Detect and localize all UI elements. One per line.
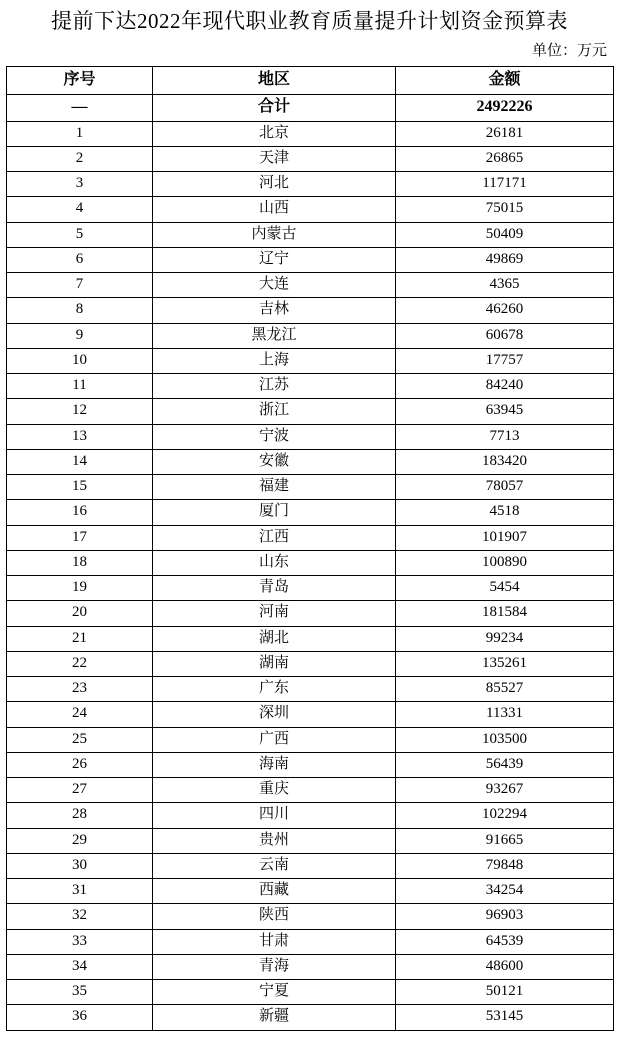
- table-row: [7, 651, 614, 676]
- cell-no: 26: [7, 752, 153, 777]
- column-header-amount: 金额: [396, 66, 614, 94]
- table-row: [7, 702, 614, 727]
- table-row: [7, 929, 614, 954]
- table-row: [7, 222, 614, 247]
- cell-amount: 11331: [396, 702, 614, 727]
- cell-amount: 117171: [396, 172, 614, 197]
- table-row: [7, 247, 614, 272]
- cell-no: 36: [7, 1005, 153, 1030]
- table-row: [7, 904, 614, 929]
- table-row: [7, 449, 614, 474]
- cell-region: 吉林: [153, 298, 396, 323]
- cell-no: 32: [7, 904, 153, 929]
- table-row: [7, 348, 614, 373]
- cell-amount: 96903: [396, 904, 614, 929]
- cell-region: 北京: [153, 121, 396, 146]
- table-row: [7, 550, 614, 575]
- table-row: [7, 399, 614, 424]
- cell-amount: 48600: [396, 954, 614, 979]
- cell-amount: 60678: [396, 323, 614, 348]
- cell-amount: 5454: [396, 576, 614, 601]
- cell-amount: 85527: [396, 677, 614, 702]
- cell-amount: 79848: [396, 853, 614, 878]
- cell-no: 6: [7, 247, 153, 272]
- table-row: [7, 752, 614, 777]
- cell-no: 34: [7, 954, 153, 979]
- table-row: [7, 1005, 614, 1030]
- cell-no: 18: [7, 550, 153, 575]
- cell-region: 合计: [153, 95, 396, 121]
- cell-no: 11: [7, 374, 153, 399]
- cell-region: 江苏: [153, 374, 396, 399]
- table-header-row: [7, 66, 614, 94]
- unit-note: 单位：万元: [531, 43, 607, 60]
- table-row: [7, 424, 614, 449]
- cell-no: 2: [7, 146, 153, 171]
- table-row: [7, 954, 614, 979]
- table-row: [7, 778, 614, 803]
- cell-region: 重庆: [153, 778, 396, 803]
- cell-region: 河南: [153, 601, 396, 626]
- table-row: [7, 475, 614, 500]
- table-row: [7, 121, 614, 146]
- column-header-no: 序号: [7, 66, 153, 94]
- cell-amount: 78057: [396, 475, 614, 500]
- cell-region: 甘肃: [153, 929, 396, 954]
- cell-region: 大连: [153, 273, 396, 298]
- cell-no: 28: [7, 803, 153, 828]
- cell-region: 陕西: [153, 904, 396, 929]
- cell-amount: 26865: [396, 146, 614, 171]
- cell-region: 海南: [153, 752, 396, 777]
- cell-no: 30: [7, 853, 153, 878]
- table-row: [7, 879, 614, 904]
- cell-region: 湖北: [153, 626, 396, 651]
- cell-amount: 7713: [396, 424, 614, 449]
- cell-region: 黑龙江: [153, 323, 396, 348]
- cell-region: 青海: [153, 954, 396, 979]
- budget-table: [6, 66, 614, 1031]
- cell-amount: 91665: [396, 828, 614, 853]
- cell-region: 深圳: [153, 702, 396, 727]
- table-row: [7, 853, 614, 878]
- cell-region: 山西: [153, 197, 396, 222]
- cell-no: 29: [7, 828, 153, 853]
- table-row: [7, 172, 614, 197]
- table-row: [7, 323, 614, 348]
- cell-no: 5: [7, 222, 153, 247]
- cell-no: 35: [7, 980, 153, 1005]
- cell-no: 20: [7, 601, 153, 626]
- cell-region: 新疆: [153, 1005, 396, 1030]
- cell-amount: 53145: [396, 1005, 614, 1030]
- cell-region: 湖南: [153, 651, 396, 676]
- cell-no: 16: [7, 500, 153, 525]
- table-row: [7, 500, 614, 525]
- cell-no: 8: [7, 298, 153, 323]
- table-row: [7, 146, 614, 171]
- table-body: [7, 95, 614, 1030]
- cell-amount: 99234: [396, 626, 614, 651]
- cell-region: 广西: [153, 727, 396, 752]
- cell-region: 青岛: [153, 576, 396, 601]
- table-row: [7, 803, 614, 828]
- cell-region: 厦门: [153, 500, 396, 525]
- cell-amount: 46260: [396, 298, 614, 323]
- cell-region: 江西: [153, 525, 396, 550]
- cell-region: 宁波: [153, 424, 396, 449]
- cell-no: —: [7, 95, 153, 121]
- cell-amount: 4518: [396, 500, 614, 525]
- table-row: [7, 298, 614, 323]
- cell-region: 上海: [153, 348, 396, 373]
- cell-amount: 50409: [396, 222, 614, 247]
- cell-region: 云南: [153, 853, 396, 878]
- cell-amount: 181584: [396, 601, 614, 626]
- cell-no: 23: [7, 677, 153, 702]
- column-header-region: 地区: [153, 66, 396, 94]
- cell-region: 四川: [153, 803, 396, 828]
- cell-region: 河北: [153, 172, 396, 197]
- cell-no: 31: [7, 879, 153, 904]
- cell-amount: 183420: [396, 449, 614, 474]
- table-row: [7, 677, 614, 702]
- cell-amount: 17757: [396, 348, 614, 373]
- cell-amount: 101907: [396, 525, 614, 550]
- cell-no: 15: [7, 475, 153, 500]
- cell-amount: 102294: [396, 803, 614, 828]
- table-row: [7, 601, 614, 626]
- cell-no: 19: [7, 576, 153, 601]
- cell-region: 山东: [153, 550, 396, 575]
- cell-region: 贵州: [153, 828, 396, 853]
- cell-no: 9: [7, 323, 153, 348]
- table-row: [7, 727, 614, 752]
- cell-region: 天津: [153, 146, 396, 171]
- cell-no: 17: [7, 525, 153, 550]
- cell-no: 33: [7, 929, 153, 954]
- cell-no: 7: [7, 273, 153, 298]
- cell-no: 27: [7, 778, 153, 803]
- cell-amount: 26181: [396, 121, 614, 146]
- cell-no: 25: [7, 727, 153, 752]
- cell-no: 12: [7, 399, 153, 424]
- table-row: [7, 374, 614, 399]
- cell-amount: 64539: [396, 929, 614, 954]
- cell-no: 14: [7, 449, 153, 474]
- table-row: [7, 626, 614, 651]
- cell-amount: 103500: [396, 727, 614, 752]
- cell-region: 西藏: [153, 879, 396, 904]
- table-row: [7, 525, 614, 550]
- cell-no: 21: [7, 626, 153, 651]
- cell-region: 安徽: [153, 449, 396, 474]
- cell-no: 24: [7, 702, 153, 727]
- cell-no: 1: [7, 121, 153, 146]
- table-row: [7, 828, 614, 853]
- cell-amount: 2492226: [396, 95, 614, 121]
- cell-amount: 34254: [396, 879, 614, 904]
- cell-no: 10: [7, 348, 153, 373]
- cell-amount: 4365: [396, 273, 614, 298]
- cell-amount: 100890: [396, 550, 614, 575]
- table-row-total: [7, 95, 614, 121]
- cell-region: 浙江: [153, 399, 396, 424]
- table-row: [7, 273, 614, 298]
- cell-region: 广东: [153, 677, 396, 702]
- cell-amount: 49869: [396, 247, 614, 272]
- cell-amount: 50121: [396, 980, 614, 1005]
- table-row: [7, 576, 614, 601]
- cell-amount: 135261: [396, 651, 614, 676]
- cell-region: 辽宁: [153, 247, 396, 272]
- cell-amount: 84240: [396, 374, 614, 399]
- cell-no: 13: [7, 424, 153, 449]
- cell-no: 4: [7, 197, 153, 222]
- cell-no: 22: [7, 651, 153, 676]
- cell-amount: 75015: [396, 197, 614, 222]
- table-row: [7, 980, 614, 1005]
- cell-no: 3: [7, 172, 153, 197]
- cell-region: 内蒙古: [153, 222, 396, 247]
- page-title: 提前下达2022年现代职业教育质量提升计划资金预算表: [51, 9, 568, 33]
- cell-amount: 93267: [396, 778, 614, 803]
- cell-region: 福建: [153, 475, 396, 500]
- cell-region: 宁夏: [153, 980, 396, 1005]
- table-row: [7, 197, 614, 222]
- cell-amount: 56439: [396, 752, 614, 777]
- cell-amount: 63945: [396, 399, 614, 424]
